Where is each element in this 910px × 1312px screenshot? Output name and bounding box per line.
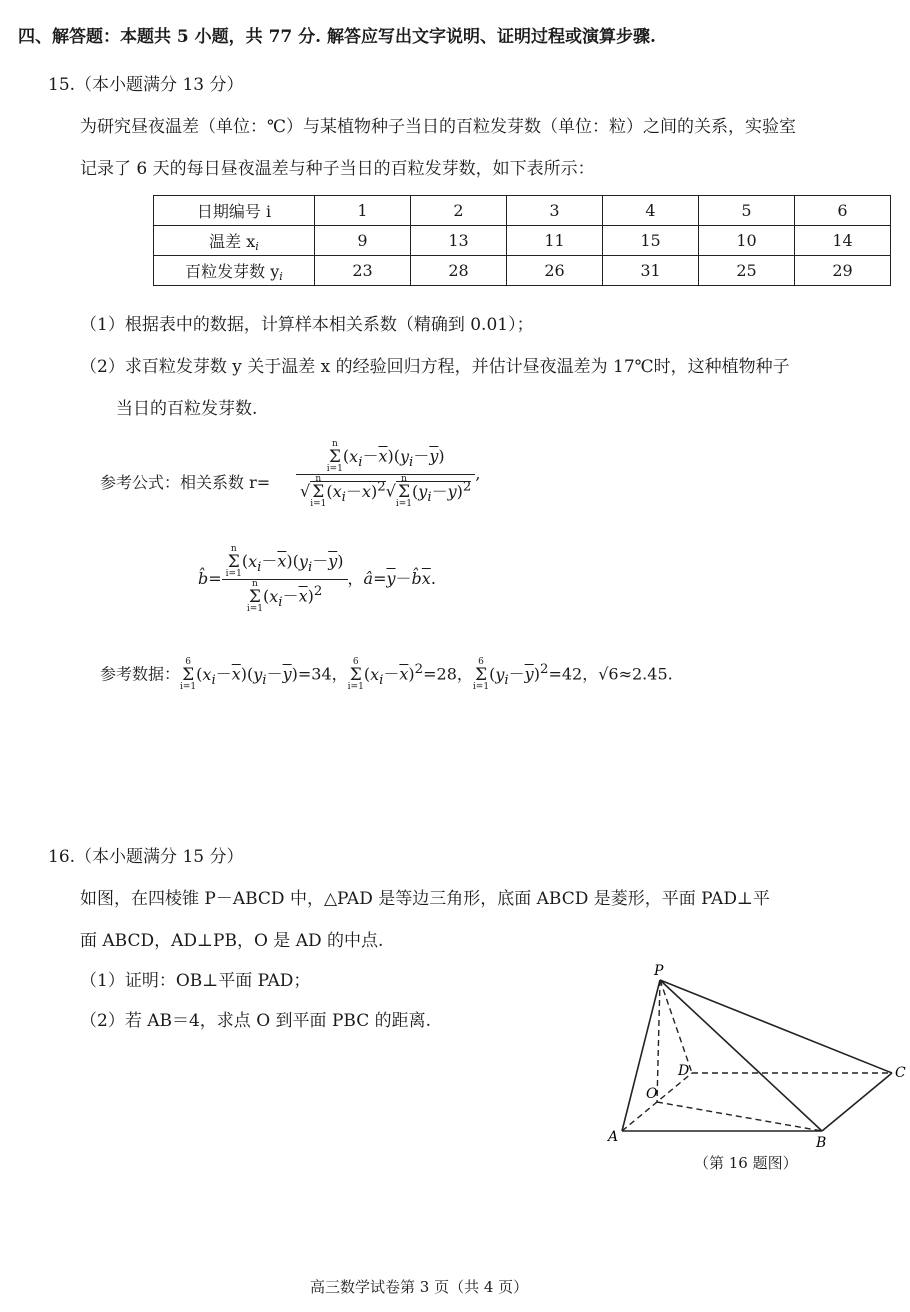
edge-pa xyxy=(622,980,660,1131)
table-cell: 4 xyxy=(603,196,699,226)
table-cell: 10 xyxy=(699,226,795,256)
table-cell: 31 xyxy=(603,256,699,286)
table-cell: 3 xyxy=(507,196,603,226)
edge-ob xyxy=(657,1102,822,1131)
q16-part2: （2）若 AB＝4，求点 O 到平面 PBC 的距离. xyxy=(80,1011,432,1031)
label-c: C xyxy=(895,1065,906,1081)
row-label-germ: 百粒发芽数 $y_i$ xyxy=(154,256,315,286)
table-cell: 28 xyxy=(411,256,507,286)
q15-part2-line2: 当日的百粒发芽数. xyxy=(116,399,258,419)
label-d: D xyxy=(678,1063,690,1079)
q15-intro-line1: 为研究昼夜温差（单位：℃）与某植物种子当日的百粒发芽数（单位：粒）之间的关系，实验室 xyxy=(80,117,797,137)
table-cell: 25 xyxy=(699,256,795,286)
table-cell: 15 xyxy=(603,226,699,256)
label-p: P xyxy=(654,963,664,979)
table-cell: 14 xyxy=(795,226,891,256)
q15-part1: （1）根据表中的数据，计算样本相关系数（精确到 0.01）； xyxy=(80,315,534,335)
q15-intro-line2: 记录了 6 天的每日昼夜温差与种子当日的百粒发芽数，如下表所示： xyxy=(80,159,595,179)
formula-r: n Σ i=1 $(x_i-\overline{x})(y_i-\overline{y})$ √ n Σ i=1 $(x_i-\overline{x})^2√$ n Σ i=1 $(y_i-\overline{y})^2$ , xyxy=(296,440,481,509)
edge-bc xyxy=(822,1073,892,1131)
table-row-germ xyxy=(154,256,891,286)
q16-part1: （1）证明：OB⊥平面 PAD； xyxy=(80,971,311,991)
page-footer: 高三数学试卷第 3 页（共 4 页） xyxy=(310,1278,529,1296)
q16-line2: 面 ABCD，AD⊥PB，O 是 AD 的中点. xyxy=(80,931,384,951)
reference-data: 参考数据： 6 Σ i=1 $(x_i-\overline{x})(y_i-\overline{y})=34$， 6 Σ i=1 $(x_i-\overline{x})^2=28$， 6 Σ i=1 $(y_i-\overline{y})^2=42$，√6≈2.45. xyxy=(100,657,673,692)
figure-caption: （第 16 题图） xyxy=(694,1154,798,1172)
section-header: 四、解答题：本题共 5 小题，共 77 分. 解答应写出文字说明、证明过程或演算步骤. xyxy=(18,27,656,47)
row-label-index: 日期编号 i xyxy=(154,196,315,226)
table-cell: 5 xyxy=(699,196,795,226)
label-a: A xyxy=(608,1129,619,1145)
table-cell: 13 xyxy=(411,226,507,256)
formula-b-a: b̂= n Σ i=1 $(x_i-\overline{x})(y_i-\overline{y})$ n Σ i=1 $(x_i-\overline{x})^2$ ，$â=\overline{y}-b̂\overline{x}$. xyxy=(198,544,436,614)
table-cell: 29 xyxy=(795,256,891,286)
edge-po xyxy=(657,980,660,1102)
edge-pb xyxy=(660,980,822,1131)
data-table xyxy=(153,195,891,286)
table-cell: 6 xyxy=(795,196,891,226)
edge-pc xyxy=(660,980,892,1073)
row-label-temp: 温差 $x_i$ xyxy=(154,226,315,256)
q15-part2-line1: （2）求百粒发芽数 y 关于温差 x 的经验回归方程，并估计昼夜温差为 17℃时，这种植物种子 xyxy=(80,357,790,377)
q16-line1: 如图，在四棱锥 P－ABCD 中，△PAD 是等边三角形，底面 ABCD 是菱形，平面 PAD⊥平 xyxy=(80,889,770,909)
label-o: O xyxy=(646,1086,658,1102)
table-cell: 11 xyxy=(507,226,603,256)
table-row-temp xyxy=(154,226,891,256)
label-b: B xyxy=(816,1135,827,1151)
pyramid-figure xyxy=(600,955,910,1155)
ref-formula-label: 参考公式：相关系数 r= xyxy=(100,473,271,492)
q16-title: 16.（本小题满分 15 分） xyxy=(48,847,244,867)
table-cell: 2 xyxy=(411,196,507,226)
table-row-index xyxy=(154,196,891,226)
q15-title: 15.（本小题满分 13 分） xyxy=(48,75,244,95)
table-cell: 9 xyxy=(315,226,411,256)
table-cell: 1 xyxy=(315,196,411,226)
table-cell: 26 xyxy=(507,256,603,286)
table-cell: 23 xyxy=(315,256,411,286)
